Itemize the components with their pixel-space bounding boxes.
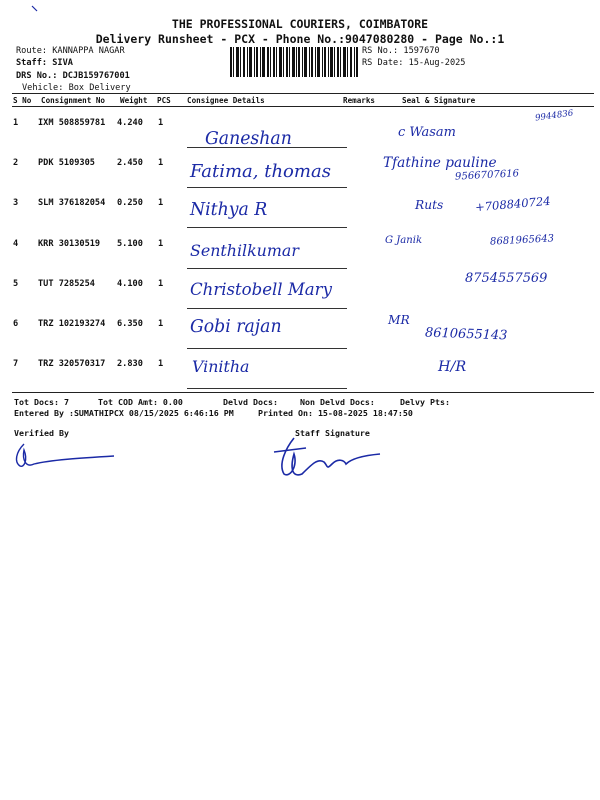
row-signature-phone-note: 9944836 (534, 108, 574, 124)
row-weight: 2.450 (117, 158, 143, 169)
row-signature-handwritten: Ruts (415, 198, 444, 213)
staff-label: Staff: SIVA (16, 58, 73, 68)
col-pcs: PCS (157, 96, 171, 105)
verified-signature-mark (10, 438, 120, 474)
rs-number: RS No.: 1597670 (362, 46, 440, 56)
company-title: THE PROFESSIONAL COURIERS, COIMBATORE (171, 17, 429, 31)
row-pcs: 1 (158, 278, 164, 289)
row-consignee-handwritten: Senthilkumar (190, 240, 299, 260)
table-header-rule (12, 106, 594, 107)
table-row (12, 309, 594, 349)
row-sno: 3 (13, 198, 19, 209)
row-signature-phone-note: 9566707616 (454, 168, 520, 183)
table-row (12, 349, 594, 389)
row-signature-phone-note: +708840724 (474, 194, 552, 215)
pen-mark (30, 4, 40, 14)
drs-number: DRS No.: DCJB159767001 (16, 71, 130, 81)
row-consignment-no: SLM 376182054 (38, 198, 106, 209)
row-consignment-no: IXM 508859781 (38, 118, 106, 128)
row-sno: 6 (13, 319, 19, 329)
verified-by-label: Verified By (14, 428, 69, 438)
row-pcs: 1 (158, 359, 164, 370)
col-consignment: Consignment No (41, 96, 106, 105)
col-consignee: Consignee Details (187, 96, 265, 105)
route-label: Route: KANNAPPA NAGAR (16, 46, 125, 56)
col-weight: Weight (120, 96, 148, 105)
row-sno: 7 (13, 359, 19, 370)
row-consignee-handwritten: Vinitha (192, 357, 250, 377)
row-consignment-no: PDK 5109305 (38, 158, 95, 169)
row-signature-handwritten: Tfathine pauline (383, 155, 497, 172)
row-consignee-handwritten: Christobell Mary (190, 279, 332, 299)
table-row (12, 188, 594, 228)
row-signature-phone-note: 8681965643 (489, 232, 555, 248)
delivery-points: Delvy Pts: (400, 397, 450, 407)
row-consignee-handwritten: Nithya R (190, 200, 268, 221)
row-consignee-handwritten: Gobi rajan (190, 317, 282, 337)
row-consignment-no: TUT 7285254 (38, 278, 95, 289)
staff-signature-label: Staff Signature (295, 428, 370, 438)
row-signature-handwritten: H/R (438, 359, 467, 376)
row-signature-phone-note: 8610655143 (424, 325, 508, 344)
entered-by: Entered By :SUMATHIPCX 08/15/2025 6:46:16 PM (14, 408, 234, 418)
table-row (12, 269, 594, 309)
delivered-docs: Delvd Docs: (223, 397, 278, 407)
row-weight: 4.240 (117, 118, 143, 128)
totals-rule (12, 392, 594, 393)
consignee-underline (187, 388, 347, 389)
row-pcs: 1 (158, 319, 164, 329)
printed-on: Printed On: 15-08-2025 18:47:50 (258, 408, 413, 418)
row-signature-handwritten: G Janik (385, 234, 423, 246)
row-signature-handwritten: c Wasam (398, 125, 456, 140)
row-sno: 4 (13, 238, 19, 249)
row-sno: 5 (13, 278, 19, 289)
table-row (12, 108, 594, 148)
vehicle-label: Vehicle: Box Delivery (22, 83, 131, 93)
col-remarks: Remarks (343, 96, 376, 105)
row-weight: 2.830 (117, 359, 143, 370)
total-cod-amount: Tot COD Amt: 0.00 (98, 397, 183, 407)
runsheet-subtitle: Delivery Runsheet - PCX - Phone No.:9047080280 - Page No.:1 (95, 32, 505, 46)
row-pcs: 1 (158, 198, 164, 209)
col-signature: Seal & Signature (402, 96, 476, 105)
row-weight: 6.350 (117, 319, 143, 329)
row-pcs: 1 (158, 158, 164, 169)
row-sno: 1 (13, 118, 19, 128)
row-consignment-no: TRZ 102193274 (38, 319, 106, 329)
col-sno: S No (13, 96, 32, 105)
table-row (12, 229, 594, 269)
table-row (12, 148, 594, 188)
rs-date: RS Date: 15-Aug-2025 (362, 58, 466, 68)
total-docs: Tot Docs: 7 (14, 397, 69, 407)
row-consignment-no: KRR 30130519 (38, 238, 101, 249)
row-consignee-handwritten: Ganeshan (205, 129, 292, 149)
row-weight: 4.100 (117, 278, 143, 289)
row-sno: 2 (13, 158, 19, 169)
row-weight: 5.100 (117, 238, 143, 249)
table-top-rule (12, 93, 594, 94)
row-pcs: 1 (158, 238, 164, 249)
barcode (230, 47, 358, 77)
row-signature-handwritten: MR (388, 313, 410, 327)
row-consignment-no: TRZ 320570317 (38, 359, 106, 370)
row-signature-handwritten: 8754557569 (465, 270, 548, 286)
non-delivered-docs: Non Delvd Docs: (300, 397, 375, 407)
row-weight: 0.250 (117, 198, 143, 209)
staff-signature-mark (266, 434, 386, 482)
row-consignee-handwritten: Fatima, thomas (190, 161, 331, 183)
row-pcs: 1 (158, 118, 164, 128)
